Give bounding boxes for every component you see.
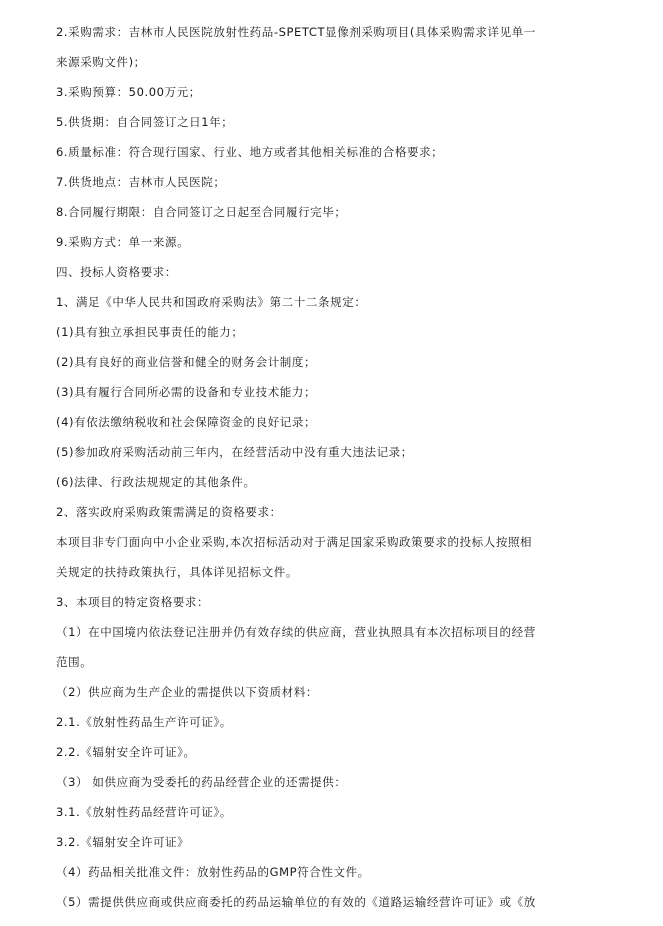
- text-line: (5)参加政府采购活动前三年内，在经营活动中没有重大违法记录；: [56, 445, 413, 459]
- section-heading: 四、投标人资格要求：: [56, 265, 177, 279]
- text-line: (2)具有良好的商业信誉和健全的财务会计制度；: [56, 355, 317, 369]
- text-line: (1)具有独立承担民事责任的能力；: [56, 325, 244, 339]
- text-line: （2）供应商为生产企业的需提供以下资质材料：: [56, 685, 319, 699]
- text-line: 3.采购预算：50.00万元；: [56, 85, 201, 99]
- text-line: 3、本项目的特定资格要求：: [56, 595, 210, 609]
- text-line: 7.供货地点：吉林市人民医院；: [56, 175, 226, 189]
- text-line: 1、满足《中华人民共和国政府采购法》第二十二条规定：: [56, 295, 367, 309]
- text-line: (4)有依法缴纳税收和社会保障资金的良好记录；: [56, 415, 317, 429]
- text-line: 2.2.《辐射安全许可证》。: [56, 745, 196, 759]
- text-line: 2.采购需求：吉林市人民医院放射性药品-SPETCT显像剂采购项目(具体采购需求详见单一: [56, 25, 536, 39]
- text-line: 3.2.《辐射安全许可证》: [56, 835, 190, 849]
- text-line: 3.1.《放射性药品经营许可证》。: [56, 805, 232, 819]
- text-line: 来源采购文件)；: [56, 55, 146, 69]
- text-line: （5）需提供供应商或供应商委托的药品运输单位的有效的《道路运输经营许可证》或《放: [56, 895, 536, 909]
- text-line: 关规定的扶持政策执行，具体详见招标文件。: [56, 565, 298, 579]
- text-line: 范围。: [56, 655, 93, 669]
- text-line: 8.合同履行期限：自合同签订之日起至合同履行完毕；: [56, 205, 347, 219]
- text-line: 9.采购方式：单一来源。: [56, 235, 190, 249]
- text-line: 6.质量标准：符合现行国家、行业、地方或者其他相关标准的合格要求；: [56, 145, 444, 159]
- text-line: 本项目非专门面向中小企业采购,本次招标活动对于满足国家采购政策要求的投标人按照相: [56, 535, 533, 549]
- text-line: （4）药品相关批准文件：放射性药品的GMP符合性文件。: [56, 865, 370, 879]
- text-line: 5.供货期：自合同签订之日1年；: [56, 115, 234, 129]
- text-line: (3)具有履行合同所必需的设备和专业技术能力；: [56, 385, 317, 399]
- text-line: 2、落实政府采购政策需满足的资格要求：: [56, 505, 282, 519]
- text-line: 2.1.《放射性药品生产许可证》。: [56, 715, 232, 729]
- text-line: （3） 如供应商为受委托的药品经营企业的还需提供：: [56, 775, 347, 789]
- text-line: （1）在中国境内依法登记注册并仍有效存续的供应商，营业执照具有本次招标项目的经营: [56, 625, 536, 639]
- text-line: (6)法律、行政法规规定的其他条件。: [56, 475, 256, 489]
